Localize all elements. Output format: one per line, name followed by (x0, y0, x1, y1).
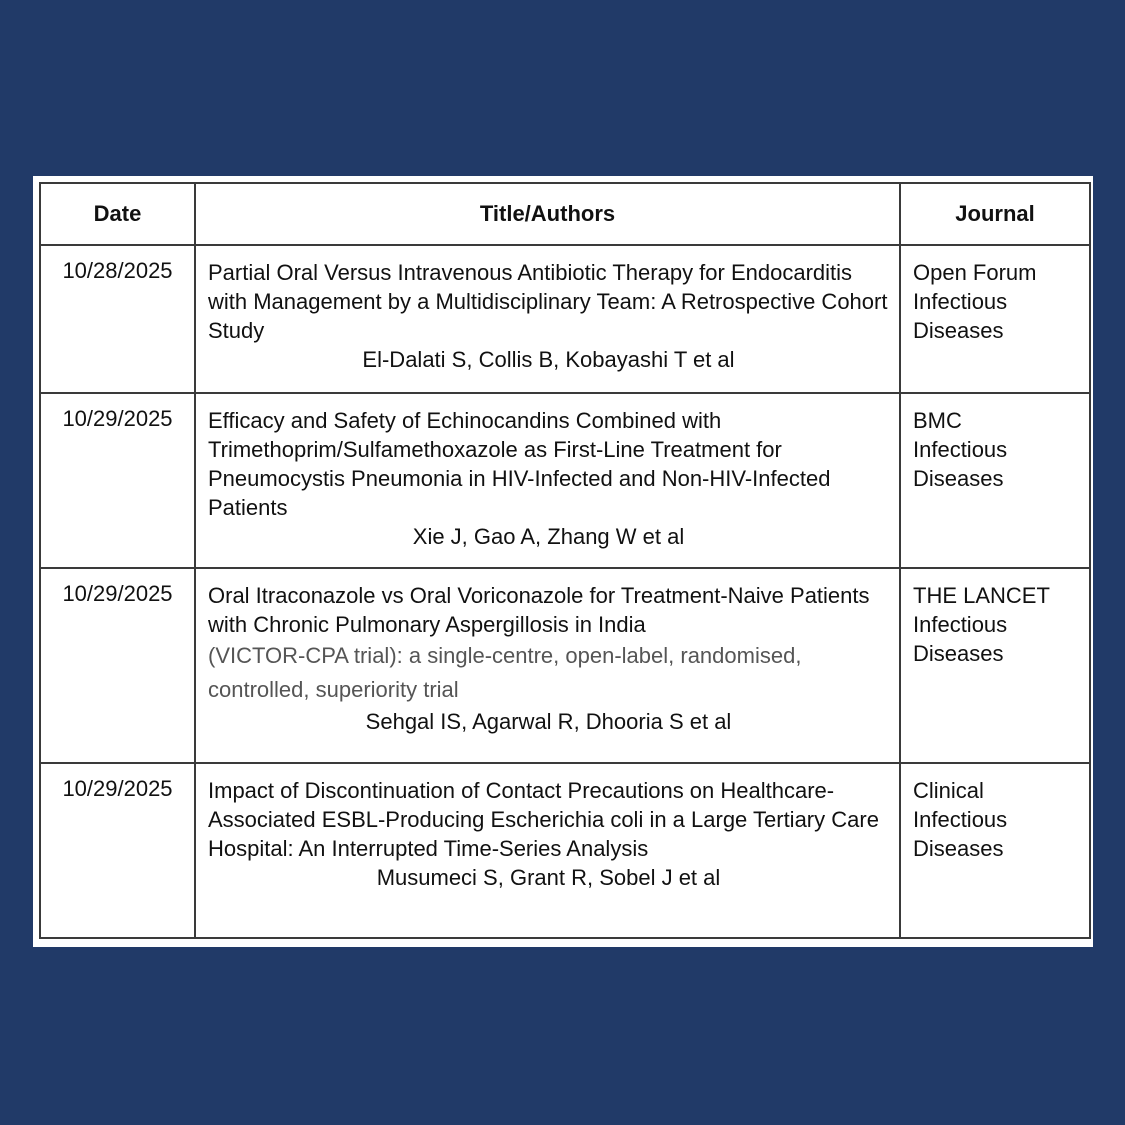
journal-name-line: Infectious (913, 612, 1008, 637)
row-journal (900, 393, 1090, 568)
row-journal (900, 763, 1090, 938)
table-row (40, 763, 1090, 938)
table-row (40, 393, 1090, 568)
journal-name-line: Diseases (913, 641, 1004, 666)
article-title-continuation: (VICTOR-CPA trial): a single-centre, open-label, randomised, controlled, superiority trial (208, 643, 802, 702)
article-title: Efficacy and Safety of Echinocandins Combined with Trimethoprim/Sulfamethoxazole as First-Line Treatment for Pneumocystis Pneumonia in HIV-Infected and Non-HIV-Infected Patients (208, 408, 831, 520)
table-header-row (40, 183, 1090, 245)
journal-name-line: Infectious (913, 807, 1008, 832)
row-date: 10/28/2025 (40, 245, 195, 393)
row-title-authors (195, 393, 900, 568)
row-journal (900, 245, 1090, 393)
publication-table (39, 182, 1091, 939)
article-authors: Musumeci S, Grant R, Sobel J et al (376, 865, 721, 890)
row-title-authors (195, 568, 900, 763)
header-journal: Journal (900, 183, 1090, 245)
journal-name-line: THE LANCET (913, 583, 1050, 608)
row-journal (900, 568, 1090, 763)
row-date: 10/29/2025 (40, 763, 195, 938)
journal-name-line: Diseases (913, 318, 1004, 343)
row-title-authors (195, 763, 900, 938)
article-authors: El-Dalati S, Collis B, Kobayashi T et al (362, 347, 735, 372)
header-date: Date (40, 183, 195, 245)
journal-name-line: Clinical (913, 778, 984, 803)
article-title: Impact of Discontinuation of Contact Precautions on Healthcare-Associated ESBL-Producing Escherichia coli in a Large Tertiary Care Hospital: An Interrupted Time-Series Analysis (208, 778, 879, 861)
table-row (40, 245, 1090, 393)
table-row (40, 568, 1090, 763)
article-authors: Xie J, Gao A, Zhang W et al (412, 524, 685, 549)
article-title: Partial Oral Versus Intravenous Antibiotic Therapy for Endocarditis with Management by a Multidisciplinary Team: A Retrospective Cohort Study (208, 260, 888, 343)
journal-name-line: Infectious (913, 289, 1008, 314)
journal-name-line: Diseases (913, 836, 1004, 861)
header-title-authors: Title/Authors (195, 183, 900, 245)
row-date: 10/29/2025 (40, 568, 195, 763)
article-title: Oral Itraconazole vs Oral Voriconazole for Treatment-Naive Patients with Chronic Pulmonary Aspergillosis in India (208, 583, 870, 637)
journal-name-line: Diseases (913, 466, 1004, 491)
journal-name-line: BMC (913, 408, 962, 433)
row-date: 10/29/2025 (40, 393, 195, 568)
journal-name-line: Infectious (913, 437, 1008, 462)
publication-table-card (33, 176, 1093, 947)
article-authors: Sehgal IS, Agarwal R, Dhooria S et al (365, 709, 732, 734)
journal-name-line: Open Forum (913, 260, 1037, 285)
row-title-authors (195, 245, 900, 393)
